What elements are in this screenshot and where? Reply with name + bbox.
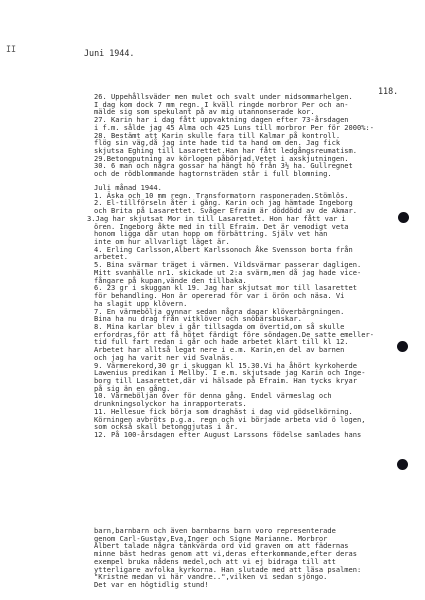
text-line: arbetet. [94, 252, 128, 262]
text-line: ytterligare avfolka kyrkorna. Han slutade med att läsa psalmen: [94, 564, 362, 574]
text-line: 7. En värmebölja gynnar sedan några dagar klöverbärgningen. [94, 306, 345, 316]
text-line: 6. 23 gr i skuggan kl 19. Jag har skjutsat mor till lasarettet [94, 283, 358, 293]
text-line: 12. På 100-årsdagen efter August Larssons födelse samlades hans [94, 430, 362, 439]
page-number: 118. [378, 86, 399, 96]
page-date: Juni 1944. [84, 48, 135, 58]
text-line: 3.Jag har skjutsat Mor in till Lasarettet. Hon har fått var i [87, 213, 346, 223]
text-line: minne bäst hedras genom att vi,deras efterkommande,efter deras [94, 549, 358, 559]
closing-paragraph [94, 527, 416, 589]
text-line: borg till Lasarettet,där vi hälsade på Efraim. Han tycks kryar [94, 375, 358, 385]
text-line: fångare på kupan,vände den tillbaka. [94, 275, 247, 285]
text-line: 30. 6 man och några gossar ha hängt hö från 3½ ha. Gullregnet [94, 161, 353, 171]
text-line: skjutsa Eghing till Lasarettet.Han har fått ledgångsreumatism. [94, 146, 358, 156]
text-line: flög sin väg,då jag inte hade tid ta hand om den. Jag fick [94, 138, 341, 148]
text-line: I dag kom dock 7 mm regn. I kväll ringde morbror Per och an- [94, 99, 349, 109]
text-line: Bina ha nu drag från vitklöver och snöbärsbuskar. [94, 314, 302, 324]
text-line: exempel bruka nådens medel,och att vi ej bidraga till att [94, 556, 336, 566]
text-line: ha slagit upp klövern. [94, 298, 188, 308]
text-line: för behandling. Hon är opererad för var i örön och näsa. Vi [94, 291, 345, 301]
text-line: drunkningsolyckor ha inrapporterats. [94, 399, 247, 409]
text-line: 28. Bestämt att Karin skulle fara till Kalmar på kontroll. [94, 130, 341, 140]
text-line: Lawenius predikan i Mellby. I e.m. skjutsade jag Karin och Inge- [94, 368, 366, 378]
text-line: 1. Äska och 10 mm regn. Transformatorn rasponeraden.Stömlös. [94, 190, 349, 200]
text-line: 5. Bina svärmar träget i värmen. Vildsvärmar passerar dagligen. [94, 260, 362, 270]
july-entries [87, 183, 416, 439]
text-line: 8. Mina karlar blev i går tillsagda om övertid,om så skulle [94, 321, 345, 331]
text-line: Mitt svanhälle nr1. skickade ut 2:a svärm,men då jag hade vice- [94, 267, 362, 277]
text-line: barn,barnbarn och även barnbarns barn voro representerade [94, 526, 336, 535]
text-line: Det var en högtidlig stund! [94, 580, 209, 590]
text-line: inte om hur allvarligt läget är. [94, 237, 230, 247]
text-line: Arbetet har alltså legat nere i e.m. Karin,en del av barnen [94, 345, 345, 355]
text-line: erfordras,för att få hötet färdigt före söndagen.De satte emeller- [94, 329, 375, 339]
text-line: tid full fart redan i går och hade arbetet klart till kl 12. [94, 337, 349, 347]
text-line: honom ligga där utan hopp om förbättring. Själv vet han [94, 229, 328, 239]
text-line: 2. El-tillförseln åter i gång. Karin och jag hämtade Ingeborg [94, 198, 353, 208]
text-line: 10. Värmeböljan över för denna gång. Endel värmeslag och [94, 391, 332, 401]
text-line: genom Carl-Gustav,Eva,Inger och Signe Marianne. Morbror [94, 533, 328, 543]
text-line: Juli månad 1944. [94, 183, 162, 192]
text-line: Albert talade några tänkvärda ord vid graven om att fädernas [94, 541, 349, 551]
text-line: som också skall betonggjutas i år. [94, 422, 239, 432]
text-line: på sig än en gång. [94, 383, 171, 393]
text-line: 27. Karin har i dag fått uppvaktning dagen efter 73-årsdagen [94, 115, 349, 125]
punch-hole-bottom [397, 459, 408, 470]
text-line: 4. Erling Carlsson,Albert Karlssonoch Åke Svensson borta från [94, 244, 353, 254]
text-line: ören. Ingeborg åkte med in till Efraim. Det är vemodigt veta [94, 221, 349, 231]
text-line: och Brita på Lasarettet. Svåger Efraim är döddödd av de Akmar. [94, 206, 358, 216]
text-line: "Kristne medan vi här vandre..",vilken vi sedan sjöngo. [94, 572, 328, 582]
text-line: mälde sig som spekulant på av mig utannonserade kor. [94, 107, 315, 117]
margin-note: II [6, 44, 17, 54]
text-line: Körningen avbröts p.g.a. regn och vi började arbeta vid ö logen, [94, 414, 366, 424]
text-line: 29.Betongputning av körlogen påbörjad.Vetet i axskjutningen. [94, 153, 349, 163]
june-entries [94, 93, 416, 178]
text-line: och de rödblommande hagtornsträden står i full blomning. [94, 169, 332, 179]
text-line: i f.m. sålde jag 45 Alma och 425 Luns till morbror Per för 2000%:- [94, 122, 375, 132]
text-line: 9. Värmerekord,30 gr i skuggan kl 15.30.Vi ha åhört kyrkoherde [94, 360, 358, 370]
text-line: 11. Hellesue fick börja som draghäst i dag vid gödselkörning. [94, 406, 353, 416]
text-line: 26. Uppehållsväder men mulet och svalt under midsommarhelgen. [94, 92, 353, 101]
text-line: och jag ha varit ner vid Svalnäs. [94, 352, 235, 362]
